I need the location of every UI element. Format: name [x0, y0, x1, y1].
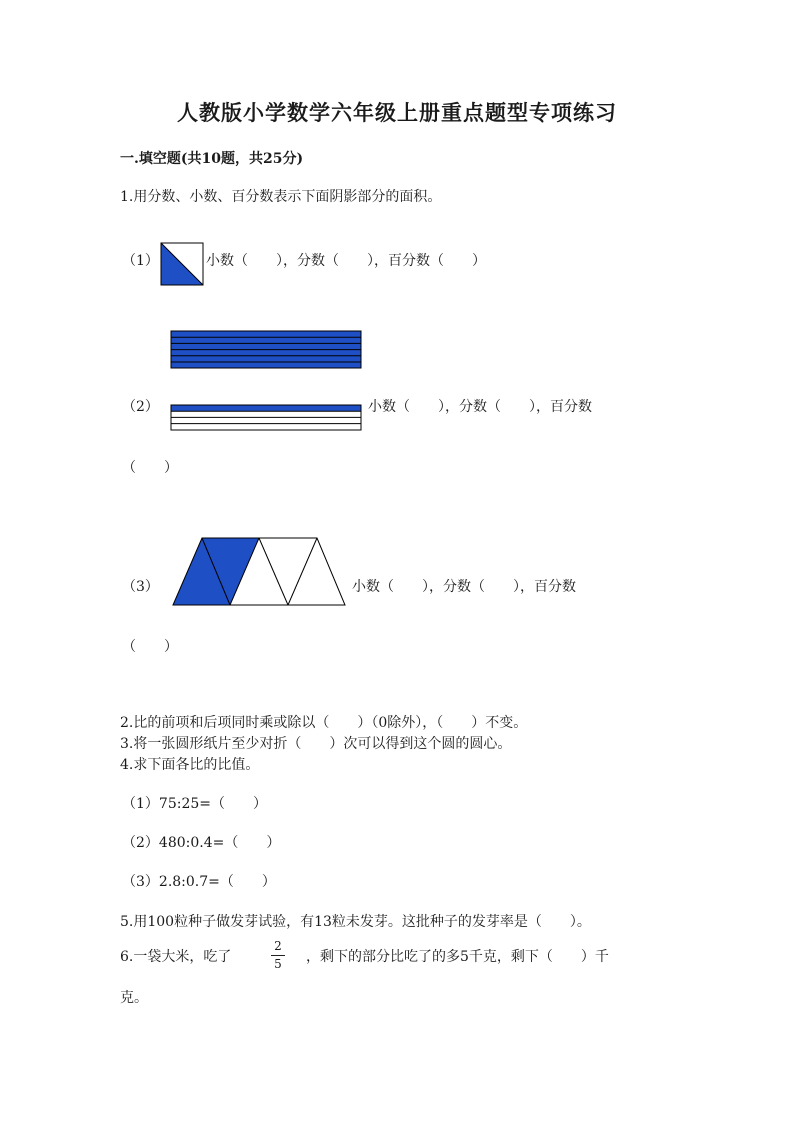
q4-item-3: （3）2.8:0.7=（ ）	[122, 874, 276, 890]
q1-part1-answer: 小数（ ），分数（ ），百分数（ ）	[206, 253, 486, 269]
q1-part3-label: （3）	[122, 579, 159, 595]
q1-part2-answer-wrap: （ ）	[122, 460, 178, 476]
q1-part3-answer-wrap: （ ）	[122, 639, 178, 655]
triangle-trapezoid-figure	[170, 536, 350, 608]
question-3: 3.将一张圆形纸片至少对折（ ）次可以得到这个圆的圆心。	[120, 736, 512, 752]
fraction-bar	[271, 955, 285, 956]
question-5: 5.用100粒种子做发芽试验，有13粒未发芽。这批种子的发芽率是（ ）。	[120, 914, 591, 930]
question-2: 2.比的前项和后项同时乘或除以（ ）（0除外），（ ）不变。	[120, 715, 528, 731]
q4-item-1: （1）75:25=（ ）	[122, 796, 267, 812]
question-6-after-fraction: ，剩下的部分比吃了的多5千克，剩下（ ）千	[306, 949, 609, 965]
question-6-before-fraction: 6.一袋大米，吃了	[120, 949, 232, 965]
fraction-two-fifths	[271, 940, 285, 971]
striped-rectangle-full-figure	[170, 330, 364, 370]
square-triangle-figure	[160, 242, 204, 286]
q1-part3-answer: 小数（ ），分数（ ），百分数	[352, 579, 576, 595]
section-heading: 一.填空题(共10题，共25分)	[120, 151, 304, 167]
page-title: 人教版小学数学六年级上册重点题型专项练习	[177, 100, 617, 125]
fraction-denominator: 5	[274, 957, 282, 971]
q1-part1-label: （1）	[122, 253, 159, 269]
striped-rectangle-partial-figure	[170, 404, 364, 432]
question-4-stem: 4.求下面各比的比值。	[120, 757, 260, 773]
question-6-wrap: 克。	[120, 990, 148, 1006]
fraction-numerator: 2	[274, 939, 282, 953]
q4-item-2: （2）480:0.4=（ ）	[122, 835, 281, 851]
q1-part2-label: （2）	[122, 399, 159, 415]
q1-part2-answer: 小数（ ），分数（ ），百分数	[368, 399, 592, 415]
question-1-stem: 1.用分数、小数、百分数表示下面阴影部分的面积。	[120, 189, 442, 205]
